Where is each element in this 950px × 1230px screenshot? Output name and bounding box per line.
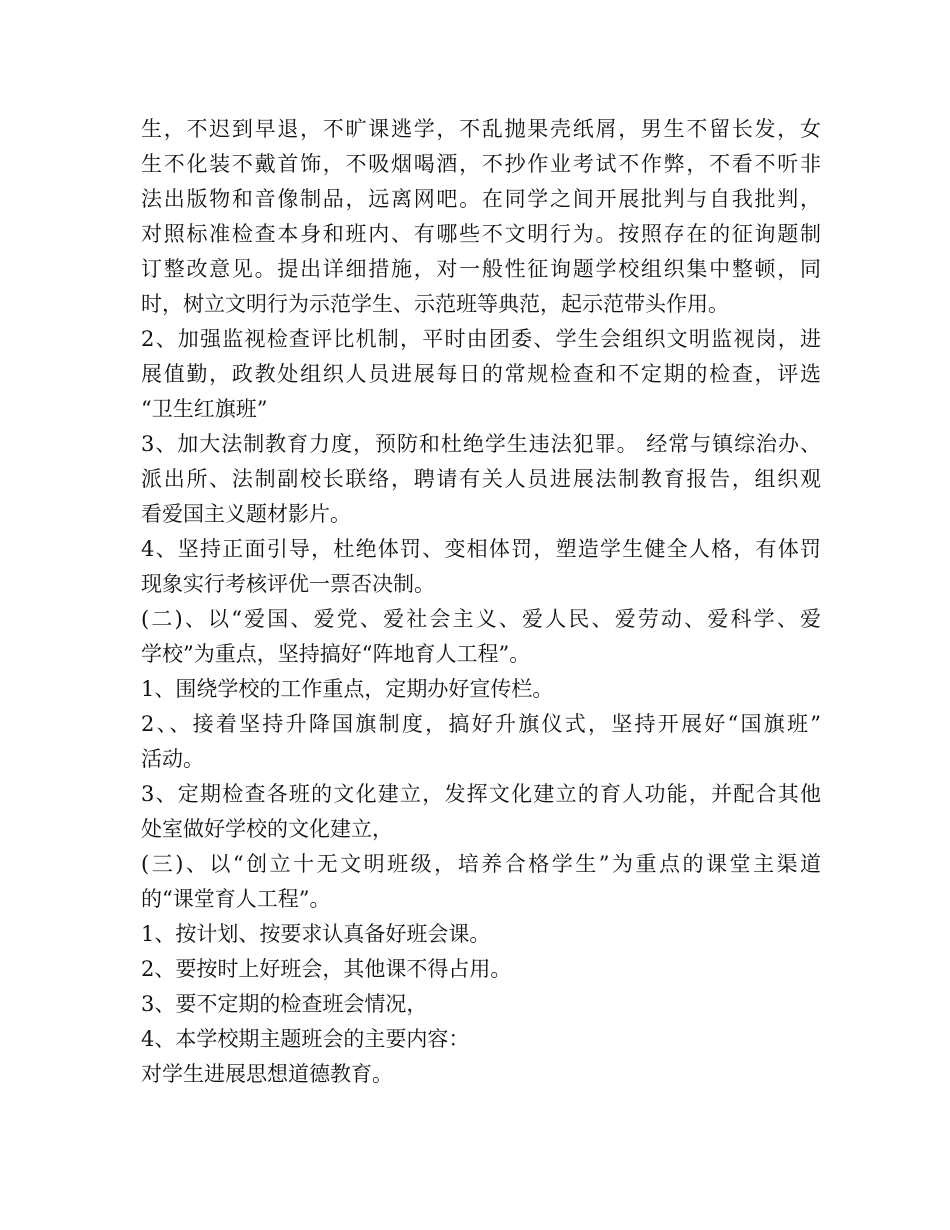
text-line: (二)、以“爱国、爱党、爱社会主义、爱人民、爱劳动、爱科学、爱 <box>141 607 821 631</box>
text-line: 2、要按时上好班会，其他课不得占用。 <box>141 957 512 981</box>
text-line: 对学生进展思想道德教育。 <box>141 1062 393 1086</box>
text-line: 现象实行考核评优一票否决制。 <box>141 572 435 596</box>
text-line: 生不化装不戴首饰，不吸烟喝酒，不抄作业考试不作弊，不看不听非 <box>141 152 821 176</box>
text-line: 4、坚持正面引导，杜绝体罚、变相体罚，塑造学生健全人格，有体罚 <box>141 537 821 561</box>
text-line: “卫生红旗班” <box>141 397 268 421</box>
text-line: 3、要不定期的检查班会情况， <box>141 992 428 1016</box>
document-body <box>141 112 821 1092</box>
text-line: 活动。 <box>141 747 204 771</box>
text-line: 处室做好学校的文化建立， <box>141 817 393 841</box>
text-line: 展值勤，政教处组织人员进展每日的常规检查和不定期的检查，评选 <box>141 362 821 386</box>
text-line: 4、本学校期主题班会的主要内容： <box>141 1027 470 1051</box>
text-line: 订整改意见。提出详细措施，对一般性征询题学校组织集中整顿，同 <box>141 257 821 281</box>
text-line: 2、、接着坚持升降国旗制度，搞好升旗仪式，坚持开展好“国旗班” <box>141 712 821 736</box>
text-line: 3、定期检查各班的文化建立，发挥文化建立的育人功能，并配合其他 <box>141 782 821 806</box>
text-line: 1、按计划、按要求认真备好班会课。 <box>141 922 491 946</box>
text-line: 学校”为重点，坚持搞好“阵地育人工程”。 <box>141 642 531 666</box>
text-line: 的“课堂育人工程”。 <box>141 887 331 911</box>
text-line: 派出所、法制副校长联络，聘请有关人员进展法制教育报告，组织观 <box>141 467 821 491</box>
text-line: 时，树立文明行为示范学生、示范班等典范，起示范带头作用。 <box>141 292 729 316</box>
text-line: 法出版物和音像制品，远离网吧。在同学之间开展批判与自我批判， <box>141 187 821 211</box>
text-line: 3、加大法制教育力度，预防和杜绝学生违法犯罪。 经常与镇综治办、 <box>141 432 821 456</box>
text-line: 生，不迟到早退，不旷课逃学，不乱抛果壳纸屑，男生不留长发，女 <box>141 117 821 141</box>
text-line: 1、围绕学校的工作重点，定期办好宣传栏。 <box>141 677 554 701</box>
text-line: (三)、以“创立十无文明班级，培养合格学生”为重点的课堂主渠道 <box>141 852 821 876</box>
text-line: 看爱国主义题材影片。 <box>141 502 351 526</box>
text-line: 对照标准检查本身和班内、有哪些不文明行为。按照存在的征询题制 <box>141 222 821 246</box>
text-line: 2、加强监视检查评比机制，平时由团委、学生会组织文明监视岗，进 <box>141 327 821 351</box>
